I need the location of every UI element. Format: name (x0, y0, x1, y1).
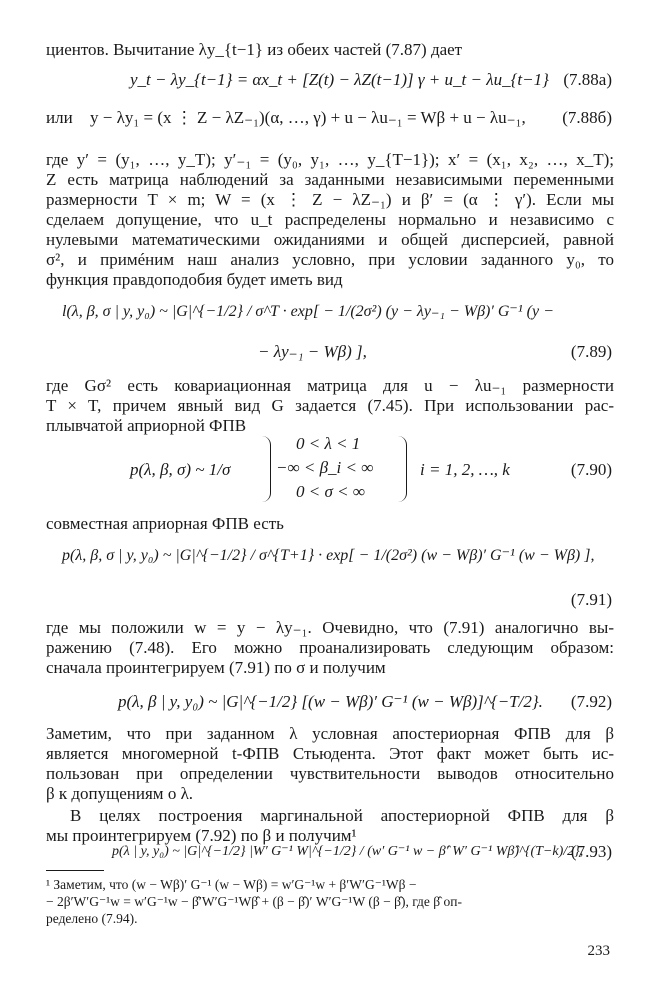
text-line: σ², и примéним наш анализ условно, при условии заданного y₀, то (46, 250, 614, 269)
equation-7-91: p(λ, β, σ | y, y₀) ~ |G|^{−1/2} / σ^{T+1} · exp[ − 1/(2σ²) (w − Wβ)′ G⁻¹ (w − Wβ) ], (62, 547, 595, 564)
equation-number: (7.88а) (563, 70, 612, 89)
equation-7-89-part2: − λy₋₁ − Wβ) ], (258, 342, 367, 361)
footnote-line: ¹ Заметим, что (w − Wβ)′ G⁻¹ (w − Wβ) = w′G⁻¹w + β′W′G⁻¹Wβ − (46, 877, 417, 892)
text-line: T × T, причем явный вид G задается (7.45). При использовании рас- (46, 396, 614, 415)
equation-7-90-condition: −∞ < β_i < ∞ (276, 458, 374, 477)
footnote-line: ределено (7.94). (46, 911, 138, 926)
equation-number: (7.89) (570, 342, 612, 361)
equation-7-89-part1: l(λ, β, σ | y, y₀) ~ |G|^{−1/2} / σ^T · exp[ − 1/(2σ²) (y − λy₋₁ − Wβ)′ G⁻¹ (y − (62, 303, 554, 320)
footnote-rule (46, 870, 104, 871)
equation-number: (7.93) (570, 842, 612, 861)
text-line: ражению (7.48). Его можно проанализировать следующим образом: (46, 638, 614, 657)
text-line: плывчатой априорной ФПВ (46, 416, 247, 435)
right-brace (398, 436, 407, 502)
text-line: является многомерной t-ФПВ Стьюдента. Этот факт может быть ис- (46, 744, 614, 763)
text-line: Z есть матрица наблюдений за заданными независимыми переменными (46, 170, 614, 189)
text-line: где мы положили w = y − λy₋₁. Очевидно, что (7.91) аналогично вы- (46, 618, 614, 637)
equation-number: (7.88б) (562, 108, 612, 127)
text-line: пользован при определении чувствительности выводов относительно (46, 764, 614, 783)
text-line: размерности T × m; W = (x ⋮ Z − λZ₋₁) и β′ = (α ⋮ γ′). Если мы (46, 190, 614, 209)
equation-7-90-lhs: p(λ, β, σ) ~ 1/σ (130, 460, 231, 479)
text-line: мы проинтегрируем (7.92) по β и получим¹ (46, 826, 357, 845)
text-lead: или (46, 108, 73, 127)
text-line: Заметим, что при заданном λ условная апостериорная ФПВ для β (46, 724, 614, 743)
text-line: циентов. Вычитание λy_{t−1} из обеих частей (7.87) дает (46, 40, 463, 59)
equation-7-88b: y − λy₁ = (x ⋮ Z − λZ₋₁)(α, …, γ) + u − λu₋₁ = Wβ + u − λu₋₁, (90, 108, 526, 127)
text-line: где Gσ² есть ковариационная матрица для u − λu₋₁ размерности (46, 376, 614, 395)
equation-number: (7.91) (570, 590, 612, 609)
equation-7-90-condition: 0 < σ < ∞ (296, 482, 365, 501)
equation-7-88a: y_t − λy_{t−1} = αx_t + [Z(t) − λZ(t−1)] γ + u_t − λu_{t−1} (130, 70, 549, 89)
text-line: сначала проинтегрируем (7.91) по σ и получим (46, 658, 386, 677)
text-line: нулевыми математическими ожиданиями и общей дисперсией, равной (46, 230, 614, 249)
text-line: совместная априорная ФПВ есть (46, 514, 284, 533)
text-line: функция правдоподобия будет иметь вид (46, 270, 343, 289)
equation-7-92: p(λ, β | y, y₀) ~ |G|^{−1/2} [(w − Wβ)′ G⁻¹ (w − Wβ)]^{−T/2}. (118, 692, 543, 711)
right-brace (262, 436, 271, 502)
equation-number: (7.90) (570, 460, 612, 479)
equation-7-90-condition: 0 < λ < 1 (296, 434, 361, 453)
text-line: где y′ = (y₁, …, y_T); y′₋₁ = (y₀, y₁, …, y_{T−1}); x′ = (x₁, x₂, …, x_T); (46, 150, 614, 169)
equation-7-93: p(λ | y, y₀) ~ |G|^{−1/2} |W′ G⁻¹ W|^{−1/2} / (w′ G⁻¹ w − β̂′ W′ G⁻¹ Wβ̂)^{(T−k)/2}, (112, 844, 584, 859)
equation-number: (7.92) (570, 692, 612, 711)
text-line: В целях построения маргинальной апостериорной ФПВ для β (70, 806, 614, 825)
footnote-line: − 2β′W′G⁻¹w = w′G⁻¹w − β̂′W′G⁻¹Wβ̂ + (β − β̂)′ W′G⁻¹W (β − β̂), где β̂ оп- (46, 894, 463, 909)
text-line: сделаем допущение, что u_t распределены нормально и независимо с (46, 210, 614, 229)
page-number: 233 (587, 943, 610, 959)
equation-7-90-index: i = 1, 2, …, k (420, 460, 510, 479)
text-line: β к допущениям о λ. (46, 784, 194, 803)
